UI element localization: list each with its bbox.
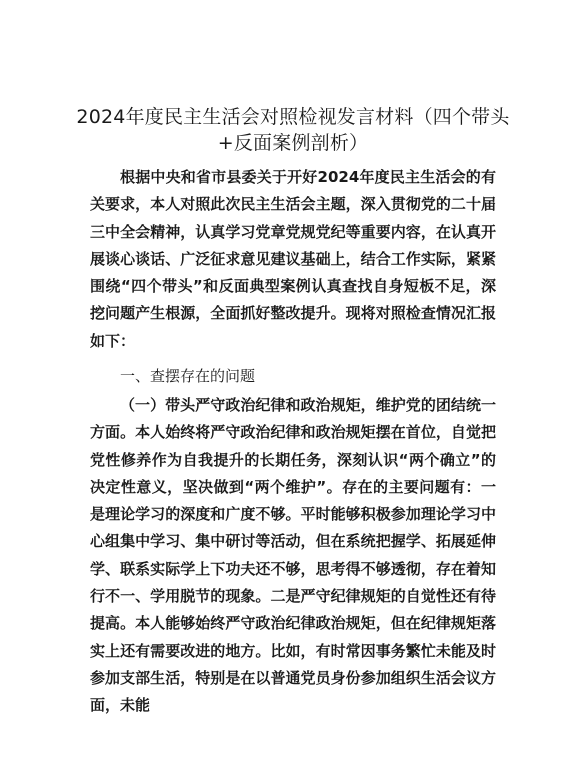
section-heading: 一、查摆存在的问题 [120,367,256,385]
document-title: 2024年度民主生活会对照检视发言材料（四个带头+反面案例剖析） [76,106,510,154]
intro-paragraph: 根据中央和省市县委关于开好2024年度民主生活会的有关要求，本人对照此次民主生活会主题，深入贯彻党的二十届三中全会精神，认真学习党章党规党纪等重要内容，在认真开展谈心谈话、广泛征求意见建议基础上，结合工作实际，紧紧围绕“四个带头”和反面典型案例认真查找自身短板不足，深挖问题产生根源，全面抓好整改提升。现将对照检查情况汇报如下： [90,168,496,350]
section-paragraph: （一）带头严守政治纪律和政治规矩，维护党的团结统一方面。本人始终将严守政治纪律和政治规矩摆在首位，自觉把党性修养作为自我提升的长期任务，深刻认识“两个确立”的决定性意义，坚决做到“两个维护”。存在的主要问题有：一是理论学习的深度和广度不够。平时能够积极参加理论学习中心组集中学习、集中研讨等活动，但在系统把握学、拓展延伸学、联系实际学上下功夫还不够，思考得不够透彻，存在着知行不一、学用脱节的现象。二是严守纪律规矩的自觉性还有待提高。本人能够始终严守政治纪律政治规矩，但在纪律规矩落实上还有需要改进的地方。比如，有时常因事务繁忙未能及时参加支部生活，特别是在以普通党员身份参加组织生活会议方面，未能 [90,396,496,715]
